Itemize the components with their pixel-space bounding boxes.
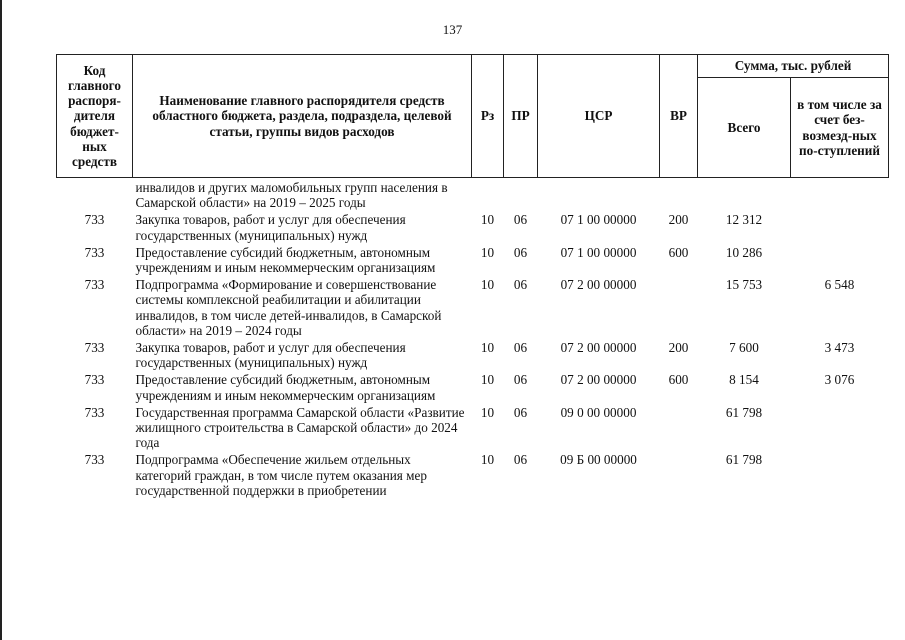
cell-vr: 600 (668, 244, 689, 260)
cell-name: инвалидов и других маломобильных групп населения в Самарской области» на 2019 – 2025 годы (135, 180, 448, 211)
cell-total: 61 798 (725, 404, 763, 420)
header-row-1 (57, 55, 889, 78)
cell-name: Предоставление субсидий бюджетным, автономным учреждениям и иным некоммерческим организациям (135, 372, 436, 403)
cell-total: 61 798 (725, 452, 763, 468)
cell-csr: 07 2 00 00000 (560, 372, 637, 388)
table-row (57, 340, 889, 372)
cell-csr: 07 2 00 00000 (560, 277, 637, 293)
cell-vr (660, 277, 698, 340)
table-row (57, 178, 889, 213)
cell-free (791, 405, 889, 453)
cell-rz: 10 (480, 244, 495, 260)
cell-csr: 07 2 00 00000 (560, 340, 637, 356)
cell-code: 733 (84, 244, 105, 260)
cell-total: 10 286 (725, 244, 763, 260)
cell-pr (504, 178, 538, 213)
cell-rz: 10 (480, 372, 495, 388)
cell-pr: 06 (513, 452, 528, 468)
cell-rz (472, 178, 504, 213)
cell-free (791, 212, 889, 244)
cell-pr: 06 (513, 212, 528, 228)
cell-free (791, 178, 889, 213)
table-row (57, 245, 889, 277)
page-edge (0, 0, 2, 640)
cell-name: Подпрограмма «Обеспечение жильем отдельных категорий граждан, в том числе путем оказания мер государственной поддержки в приобретении (135, 452, 427, 498)
cell-name: Государственная программа Самарской области «Развитие жилищного строительства в Самарской области» до 2024 года (135, 404, 465, 451)
header-pr: ПР (504, 55, 538, 178)
table-row (57, 372, 889, 404)
header-vr: ВР (660, 55, 698, 178)
header-name: Наименование главного распорядителя средств областного бюджета, раздела, подраздела, целевой статьи, группы видов расходов (133, 55, 472, 178)
cell-vr: 200 (668, 212, 689, 228)
header-total: Всего (698, 78, 791, 178)
cell-vr: 600 (668, 372, 689, 388)
cell-csr: 09 Б 00 00000 (560, 452, 637, 468)
header-free: в том числе за счет без-возмезд-ных по-ступлений (791, 78, 889, 178)
cell-csr: 07 1 00 00000 (560, 212, 637, 228)
cell-code (57, 178, 133, 213)
cell-pr: 06 (513, 404, 528, 420)
cell-name: Закупка товаров, работ и услуг для обеспечения государственных (муниципальных) нужд (135, 212, 406, 243)
cell-rz: 10 (480, 452, 495, 468)
cell-csr (538, 178, 660, 213)
cell-name: Подпрограмма «Формирование и совершенствование системы комплексной реабилитации и абилитации инвалидов, в том числе детей-инвалидов, в Самарской области» на 2019 – 2024 годы (135, 277, 442, 338)
header-rz: Рз (472, 55, 504, 178)
cell-rz: 10 (480, 340, 495, 356)
cell-code: 733 (84, 404, 105, 420)
cell-total: 7 600 (729, 340, 759, 356)
cell-pr: 06 (513, 244, 528, 260)
cell-rz: 10 (480, 404, 495, 420)
table-row (57, 405, 889, 453)
cell-total: 8 154 (729, 372, 759, 388)
table-row (57, 212, 889, 244)
cell-vr (660, 405, 698, 453)
cell-code: 733 (84, 212, 105, 228)
cell-code: 733 (84, 340, 105, 356)
cell-total: 15 753 (725, 277, 763, 293)
cell-free: 3 076 (824, 372, 855, 388)
header-code: Код главного распоря-дителя бюджет-ных средств (57, 55, 133, 178)
cell-pr: 06 (513, 372, 528, 388)
budget-table (56, 54, 889, 500)
cell-free: 3 473 (824, 340, 855, 356)
cell-vr (660, 452, 698, 500)
cell-name: Предоставление субсидий бюджетным, автономным учреждениям и иным некоммерческим организациям (135, 244, 436, 276)
cell-free: 6 548 (824, 277, 855, 293)
cell-code: 733 (84, 452, 105, 468)
cell-pr: 06 (513, 277, 528, 293)
cell-csr: 09 0 00 00000 (560, 404, 637, 420)
cell-code: 733 (84, 277, 105, 293)
cell-name: Закупка товаров, работ и услуг для обеспечения государственных (муниципальных) нужд (135, 340, 406, 371)
cell-csr: 07 1 00 00000 (560, 244, 637, 260)
cell-pr: 06 (513, 340, 528, 356)
header-sum-group: Сумма, тыс. рублей (698, 55, 889, 78)
cell-total (698, 178, 791, 213)
cell-vr (660, 178, 698, 213)
cell-rz: 10 (480, 277, 495, 293)
cell-vr: 200 (668, 340, 689, 356)
table-row (57, 277, 889, 340)
cell-code: 733 (84, 372, 105, 388)
cell-rz: 10 (480, 212, 495, 228)
cell-free (791, 452, 889, 500)
table-body (57, 178, 889, 501)
header-csr: ЦСР (538, 55, 660, 178)
page-number: 137 (442, 22, 463, 37)
table-row (57, 452, 889, 500)
cell-free (791, 245, 889, 277)
cell-total: 12 312 (725, 212, 763, 228)
